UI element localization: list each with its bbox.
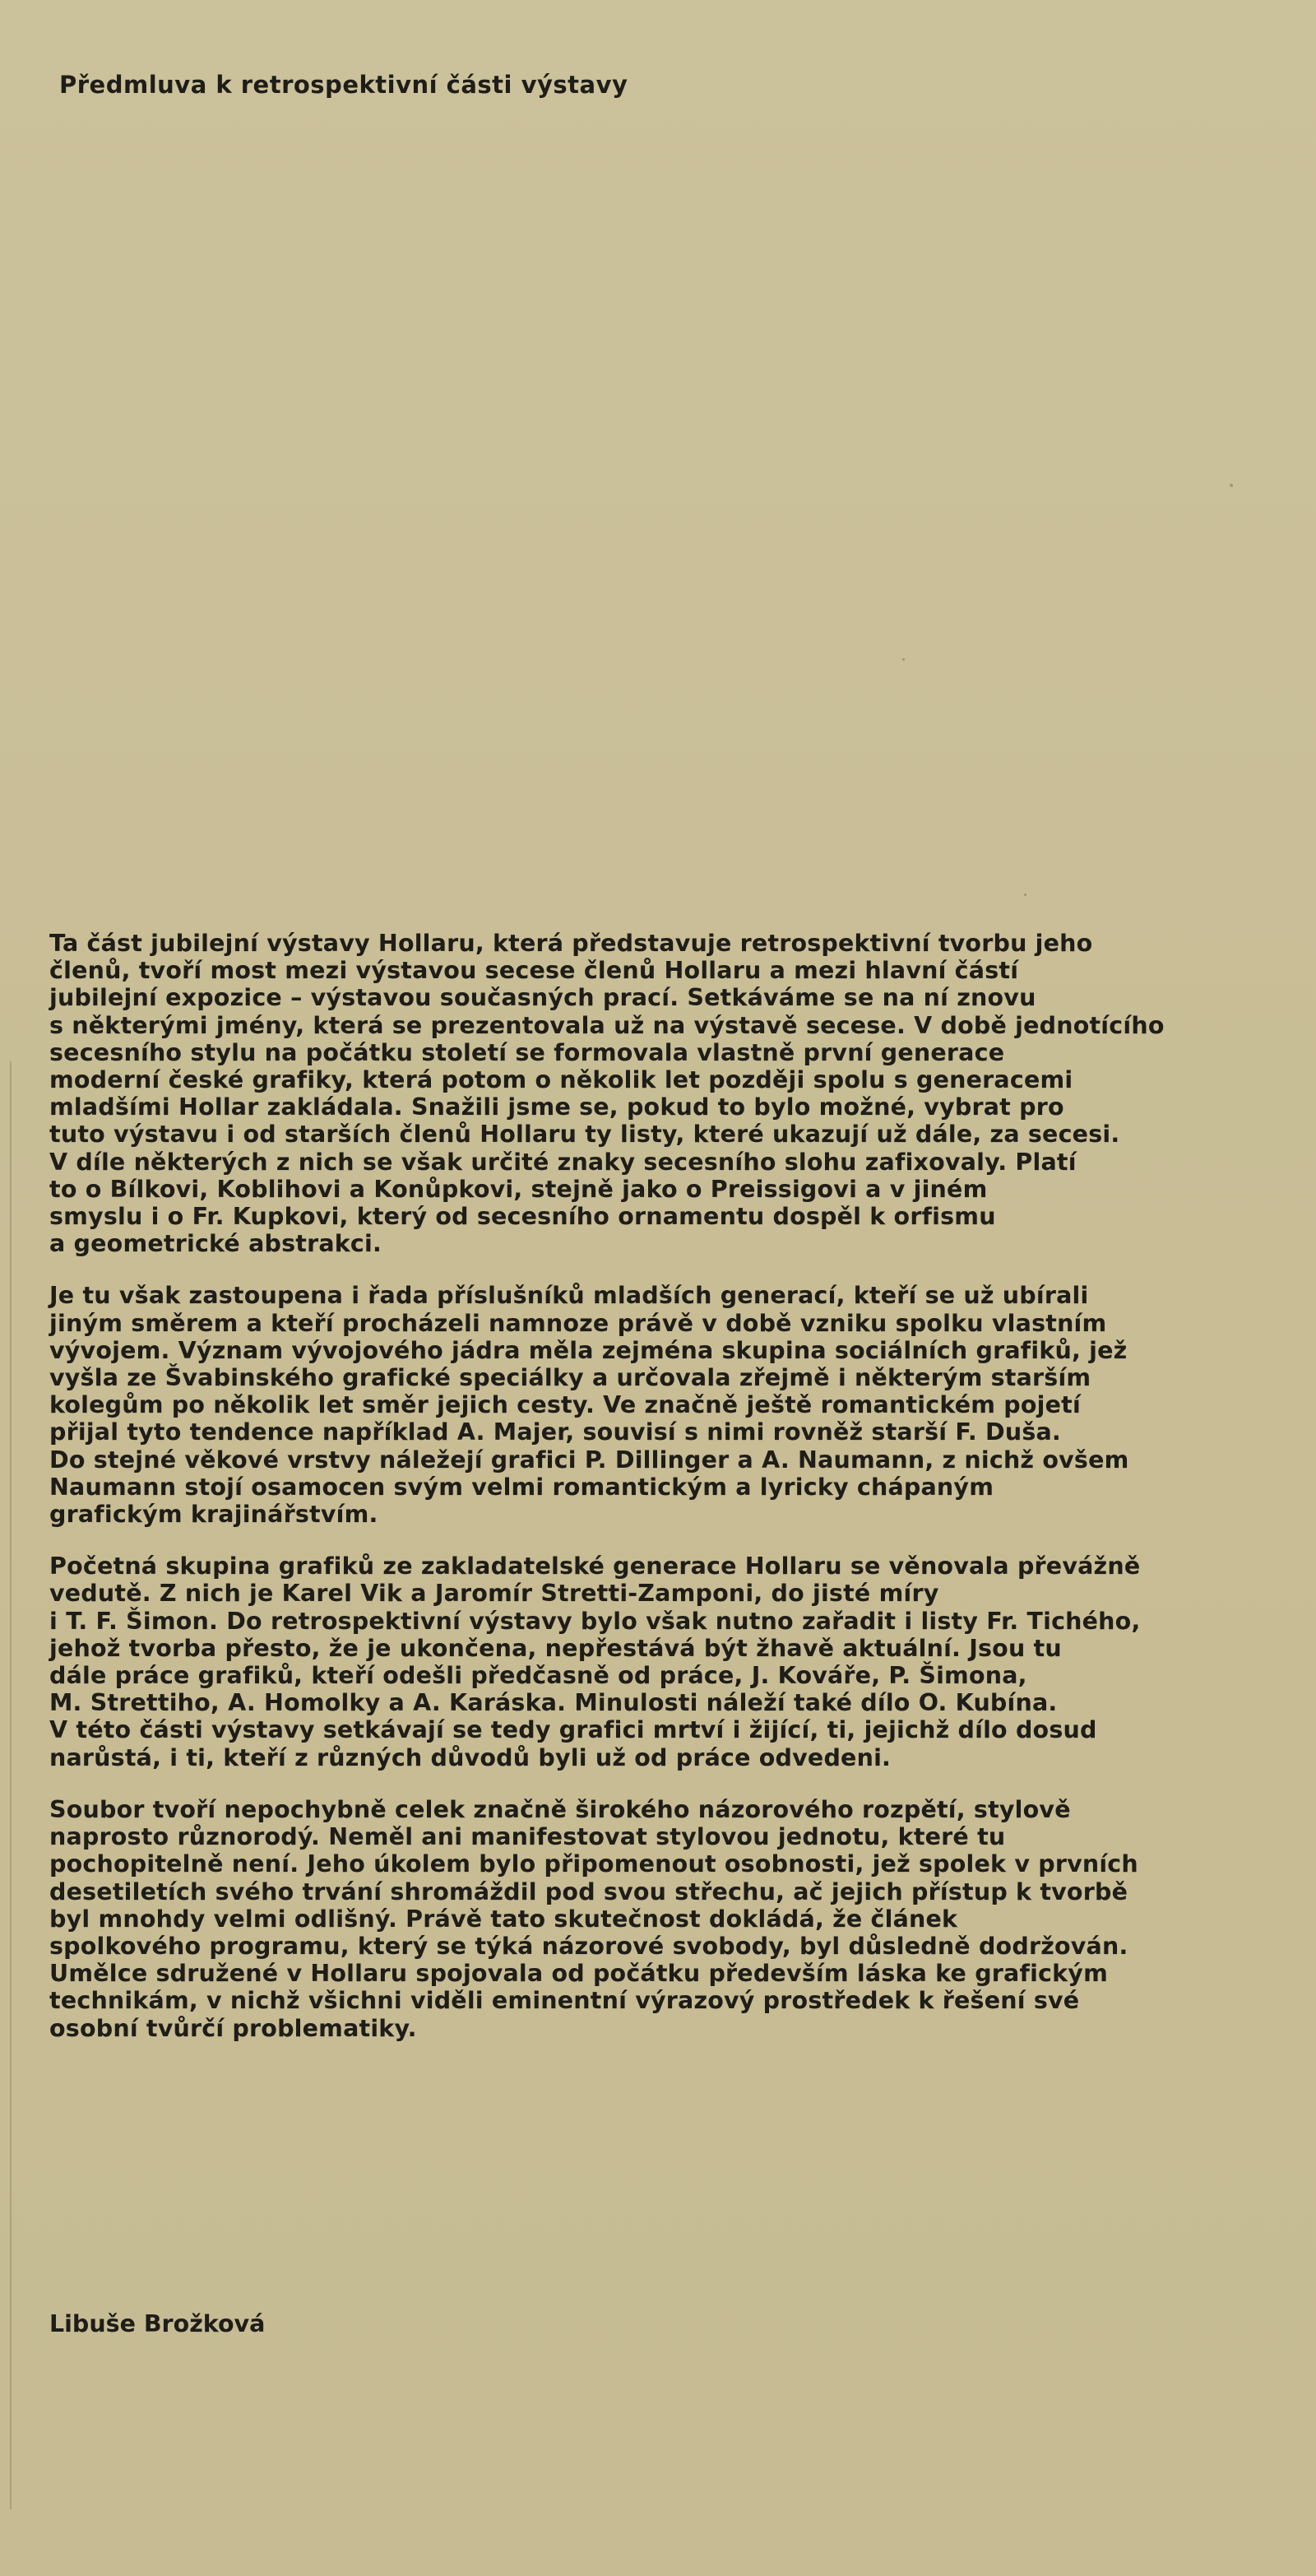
paragraph-1 — [49, 930, 1258, 1257]
text-line: Naumann stojí osamocen svým velmi romantickým a lyricky chápaným — [49, 1473, 994, 1501]
text-line: i T. F. Šimon. Do retrospektivní výstavy bylo však nutno zařadit i listy Fr. Tichého, — [49, 1607, 1141, 1635]
page-title: Předmluva k retrospektivní části výstavy — [59, 71, 628, 99]
text-line: jubilejní expozice – výstavou současných prací. Setkáváme se na ní znovu — [49, 984, 1036, 1012]
text-line: Ta část jubilejní výstavy Hollaru, která představuje retrospektivní tvorbu jeho — [49, 930, 1093, 957]
page-edge-crease — [10, 1061, 12, 2509]
text-line: osobní tvůrčí problematiky. — [49, 2014, 417, 2042]
text-line: desetiletích svého trvání shromáždil pod svou střechu, ač jejich přístup k tvorbě — [49, 1877, 1128, 1905]
text-line: spolkového programu, který se týká názorové svobody, byl důsledně dodržován. — [49, 1932, 1128, 1960]
paper-speck — [902, 658, 905, 661]
paragraph-2 — [49, 1282, 1258, 1528]
text-line: narůstá, i ti, kteří z různých důvodů byli už od práce odvedeni. — [49, 1743, 892, 1771]
paper-speck — [1230, 484, 1233, 487]
text-line: smyslu i o Fr. Kupkovi, který od secesního ornamentu dospěl k orfismu — [49, 1203, 996, 1231]
text-line: jiným směrem a kteří procházeli namnoze právě v době vzniku spolku vlastním — [49, 1309, 1107, 1337]
text-line: M. Strettiho, A. Homolky a A. Karáska. Minulosti náleží také dílo O. Kubína. — [49, 1689, 1058, 1717]
text-line: vývojem. Význam vývojového jádra měla zejména skupina sociálních grafiků, jež — [49, 1336, 1128, 1364]
text-line: V této části výstavy setkávají se tedy grafici mrtví i žijící, ti, jejichž dílo dosud — [49, 1716, 1097, 1744]
text-line: vedutě. Z nich je Karel Vik a Jaromír Stretti-Zamponi, do jisté míry — [49, 1580, 939, 1608]
text-line: Je tu však zastoupena i řada příslušníků mladších generací, kteří se už ubírali — [49, 1282, 1089, 1310]
text-line: Početná skupina grafiků ze zakladatelské generace Hollaru se věnovala převážně — [49, 1553, 1141, 1580]
text-line: dále práce grafiků, kteří odešli předčasně od práce, J. Kováře, P. Šimona, — [49, 1662, 1027, 1690]
text-line: Do stejné věkové vrstvy náležejí grafici P. Dillinger a A. Naumann, z nichž ovšem — [49, 1446, 1129, 1474]
text-line: grafickým krajinářstvím. — [49, 1501, 378, 1529]
text-line: jehož tvorba přesto, že je ukončena, nepřestává být žhavě aktuální. Jsou tu — [49, 1634, 1062, 1662]
text-line: V díle některých z nich se však určité znaky secesního slohu zafixovaly. Platí — [49, 1148, 1077, 1176]
text-line: naprosto různorodý. Neměl ani manifestovat stylovou jednotu, které tu — [49, 1823, 1006, 1851]
text-line: tuto výstavu i od starších členů Hollaru ty listy, které ukazují už dále, za secesi. — [49, 1121, 1120, 1149]
text-line: moderní české grafiky, která potom o několik let později spolu s generacemi — [49, 1066, 1073, 1094]
preface-body — [49, 930, 1258, 2067]
text-line: to o Bílkovi, Koblihovi a Konůpkovi, stejně jako o Preissigovi a v jiném — [49, 1175, 988, 1203]
text-line: byl mnohdy velmi odlišný. Právě tato skutečnost dokládá, že článek — [49, 1905, 958, 1933]
paper-speck — [1024, 893, 1026, 896]
text-line: a geometrické abstrakci. — [49, 1230, 382, 1258]
author-signature: Libuše Brožková — [49, 2310, 266, 2337]
text-line: Umělce sdružené v Hollaru spojovala od počátku především láska ke grafickým — [49, 1960, 1108, 1988]
text-line: secesního stylu na počátku století se formovala vlastně první generace — [49, 1038, 1005, 1066]
text-line: s některými jmény, která se prezentovala už na výstavě secese. V době jednotícího — [49, 1011, 1165, 1039]
paragraph-3 — [49, 1553, 1258, 1771]
text-line: kolegům po několik let směr jejich cesty. Ve značně ještě romantickém pojetí — [49, 1391, 1081, 1419]
text-line: členů, tvoří most mezi výstavou secese členů Hollaru a mezi hlavní částí — [49, 957, 1019, 985]
text-line: přijal tyto tendence například A. Majer, souvisí s nimi rovněž starší F. Duša. — [49, 1418, 1061, 1446]
text-line: Soubor tvoří nepochybně celek značně širokého názorového rozpětí, stylově — [49, 1795, 1071, 1823]
paragraph-4 — [49, 1796, 1258, 2042]
text-line: pochopitelně není. Jeho úkolem bylo připomenout osobnosti, jež spolek v prvních — [49, 1850, 1138, 1878]
text-line: technikám, v nichž všichni viděli eminentní výrazový prostředek k řešení své — [49, 1987, 1080, 2015]
text-line: mladšími Hollar zakládala. Snažili jsme se, pokud to bylo možné, vybrat pro — [49, 1093, 1064, 1121]
text-line: vyšla ze Švabinského grafické speciálky a určovala zřejmě i některým starším — [49, 1364, 1091, 1392]
